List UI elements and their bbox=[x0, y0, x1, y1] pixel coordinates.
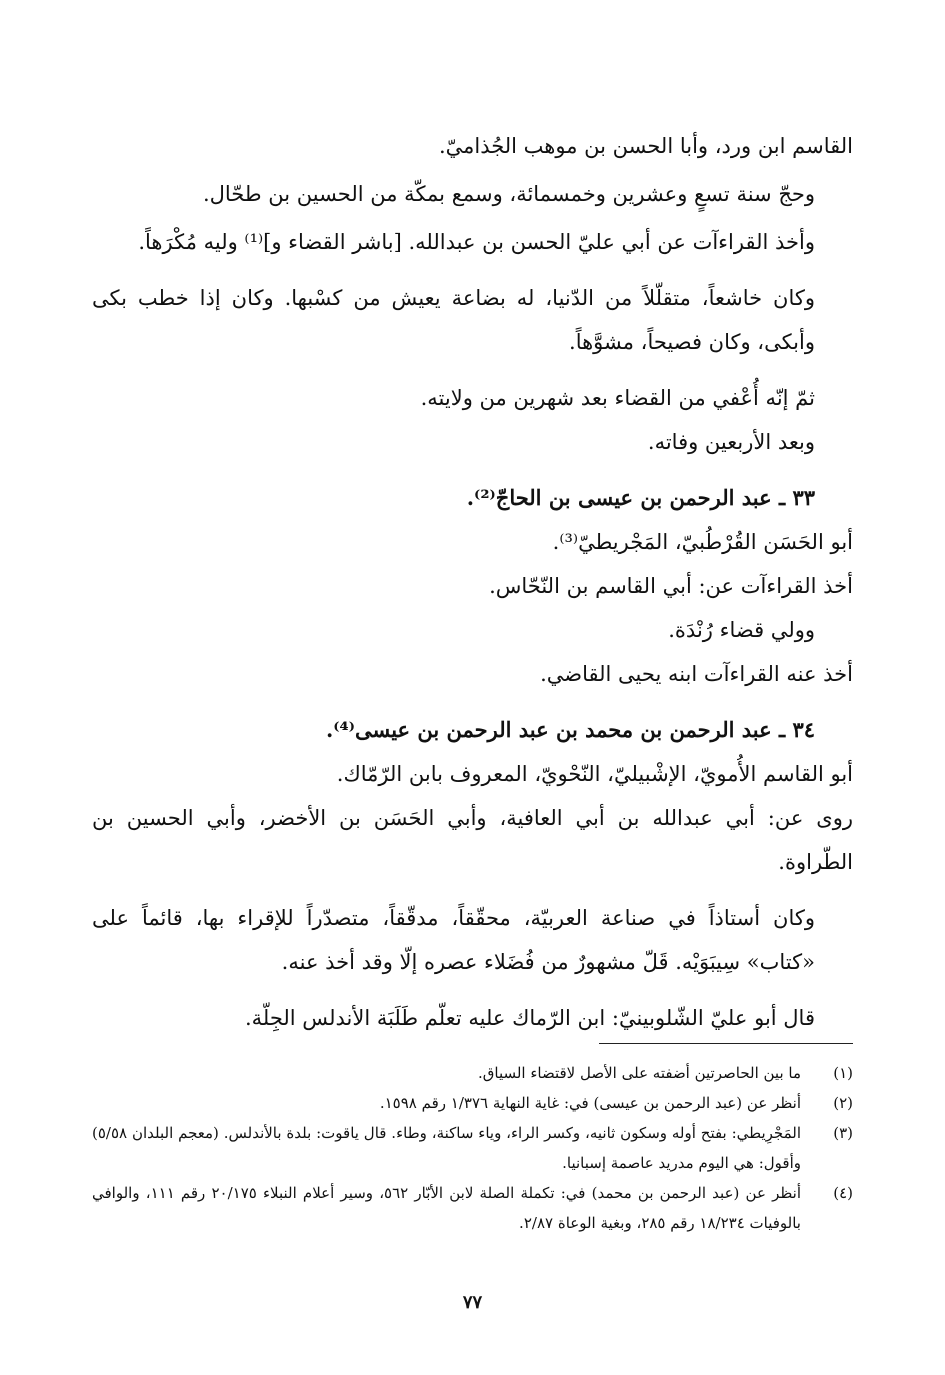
paragraph-10: أخذ عنه القراءآت ابنه يحيى القاضي. bbox=[540, 662, 853, 686]
paragraph-9: وولي قضاء رُنْدَة. bbox=[668, 618, 815, 642]
paragraph-11: أبو القاسم الأُمويّ، الإشْبيليّ، النّحْويّ، المعروف بابن الرّمّاك. bbox=[336, 762, 853, 786]
paragraph-13: وكان أستاذاً في صناعة العربيّة، محقّقاً، مدقّقاً، متصدّراً للإقراء بها، قائماً على «كتاب» سِيبَوَيْه. قَلّ مشهورٌ من فُضَلاء عصره إلّا وقد أخذ عنه. bbox=[92, 906, 815, 974]
paragraph-8: أخذ القراءآت عن: أبي القاسم بن النّحّاس. bbox=[489, 574, 853, 598]
footnote-number: (٣) bbox=[833, 1124, 853, 1142]
paragraph-2: وحجّ سنة تسعٍ وعشرين وخمسمائة، وسمع بمكّة من الحسين بن طحّال. bbox=[202, 182, 815, 206]
entry-heading-33: ٣٣ ـ عبد الرحمن بن عيسى بن الحاجّ⁽²⁾. bbox=[466, 485, 815, 510]
paragraph-1: القاسم ابن ورد، وأبا الحسن بن موهب الجُذاميّ. bbox=[438, 134, 853, 158]
footnote-text: المَجْرِيطي: بفتح أوله وسكون ثانيه، وكسر الراء، وياء ساكنة، وطاء. قال ياقوت: بلدة بالأندلس. (معجم البلدان ٥/٥٨) وأقول: هي اليوم مدريد عاصمة إسبانيا. bbox=[92, 1124, 801, 1172]
paragraph-6: وبعد الأربعين وفاته. bbox=[647, 430, 815, 454]
footnote-divider bbox=[599, 1043, 853, 1044]
footnote-text: ما بين الحاصرتين أضفته على الأصل لاقتضاء السياق. bbox=[477, 1064, 801, 1082]
footnotes bbox=[92, 1058, 853, 1238]
paragraph-14: قال أبو عليّ الشّلوبينيّ: ابن الرّماك عليه تعلّم طَلَبَة الأندلس الجِلّة. bbox=[244, 1006, 815, 1030]
entry-heading-34: ٣٤ ـ عبد الرحمن بن محمد بن عبد الرحمن بن عيسى⁽⁴⁾. bbox=[325, 717, 815, 742]
footnote-3 bbox=[92, 1118, 853, 1178]
footnote-number: (٢) bbox=[833, 1094, 853, 1112]
footnote-number: (١) bbox=[833, 1064, 853, 1082]
page-number: ٧٧ bbox=[462, 1292, 483, 1313]
main-text bbox=[92, 124, 853, 1040]
footnote-number: (٤) bbox=[833, 1184, 853, 1202]
footnote-2 bbox=[92, 1088, 853, 1118]
paragraph-5: ثمّ إنّه أُعْفي من القضاء بعد شهرين من ولايته. bbox=[420, 386, 815, 410]
paragraph-12: روى عن: أبي عبدالله بن أبي العافية، وأبي الحَسَن بن الأخضر، وأبي الحسين بن الطّراوة. bbox=[92, 806, 853, 874]
paragraph-4: وكان خاشعاً، متقلّلاً من الدّنيا، له بضاعة يعيش من كسْبها. وكان إذا خطب بكى وأبكى، وكان فصيحاً، مشوَّهاً. bbox=[92, 286, 815, 354]
footnote-text: أنظر عن (عبد الرحمن بن محمد) في: تكملة الصلة لابن الأبّار ٥٦٢، وسير أعلام النبلاء ٢٠/١٧٥ رقم ١١١، والوافي بالوفيات ١٨/٢٣٤ رقم ٢٨٥، وبغية الوعاة ٢/٨٧. bbox=[92, 1184, 801, 1232]
footnote-4 bbox=[92, 1178, 853, 1238]
footnote-1 bbox=[92, 1058, 853, 1088]
paragraph-3: وأخذ القراءآت عن أبي عليّ الحسن بن عبدالله. [باشر القضاء و]⁽¹⁾ وليه مُكْرَهاً. bbox=[138, 230, 815, 254]
paragraph-7: أبو الحَسَن القُرْطُبيّ، المَجْريطيّ⁽³⁾. bbox=[552, 530, 853, 554]
footnote-text: أنظر عن (عبد الرحمن بن عيسى) في: غاية النهاية ١/٣٧٦ رقم ١٥٩٨. bbox=[379, 1094, 801, 1112]
